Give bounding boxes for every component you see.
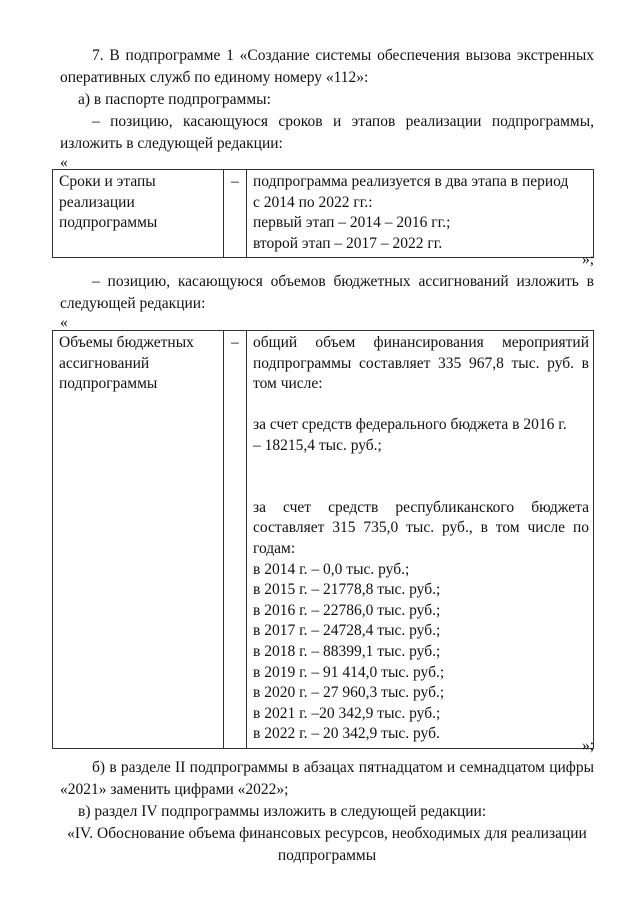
table2-year-line: в 2015 г. – 21778,8 тыс. руб.; [253,581,441,599]
table1-label-line: подпрограммы [59,214,158,232]
table1-value-line: с 2014 по 2022 гг.: [253,193,373,211]
quote-open-1: « [60,154,68,171]
spacer [253,477,589,498]
table-terms-stages [52,169,594,258]
table1-value-line: второй этап – 2017 – 2022 гг. [253,234,443,252]
table1-value-cell [247,170,594,258]
table1-dash-cell: – [224,170,247,258]
table2-value-cell [247,331,594,749]
table2-label-line: подпрограммы [59,375,158,393]
table2-dash-cell: – [224,331,247,749]
item7-line1: 7. В подпрограмме 1 «Создание системы обеспечения вызова экстренных [92,47,594,64]
item-a: а) в паспорте подпрограммы: [78,91,271,108]
spacer [253,395,589,416]
quote-open-2: « [60,314,68,331]
quote-close-1: »; [581,251,594,268]
table2-republic-line: за счет средств республиканского бюджета [253,498,589,516]
item-v: в) раздел IV подпрограммы изложить в следующей редакции: [78,803,487,820]
table2-year-line: в 2016 г. – 22786,0 тыс. руб.; [253,601,441,619]
section-title-line2: подпрограммы [277,847,377,864]
table2-federal-line: за счет средств федерального бюджета в 2016 г. [253,416,567,434]
table2-year-line: в 2022 г. – 20 342,9 тыс. руб. [253,725,440,743]
table2-republic-line: годам: [253,539,296,557]
table2-label-line: Объемы бюджетных [59,334,194,351]
table-row [53,170,594,258]
table2-federal-line: – 18215,4 тыс. руб.; [253,436,382,454]
item-b-line2: «2021» заменить цифрами «2022»; [60,781,289,798]
item7-line2: оперативных служб по единому номеру «112»: [60,69,369,86]
table2-year-line: в 2018 г. – 88399,1 тыс. руб.; [253,642,441,660]
table2-year-line: в 2014 г. – 0,0 тыс. руб.; [253,560,410,578]
table1-label-line: реализации [59,193,135,211]
table1-value-line: первый этап – 2014 – 2016 гг.; [253,214,451,232]
table2-total-line: общий объем финансирования мероприятий [253,334,589,351]
table1-label-line: Сроки и этапы [59,173,156,190]
table2-label-cell [53,331,224,749]
table-budget-allocations [52,330,594,749]
table-row [53,331,594,749]
position2-line1: – позицию, касающуюся объемов бюджетных ассигнований изложить в [92,273,594,290]
quote-close-2: »; [581,737,594,754]
table2-label-line: ассигнований [59,354,150,372]
table2-total-line: том числе: [253,375,323,393]
table2-year-line: в 2021 г. –20 342,9 тыс. руб.; [253,704,441,722]
position2-line2: следующей редакции: [60,295,206,312]
position1-line2: изложить в следующей редакции: [60,135,283,152]
position1-line1: – позицию, касающуюся сроков и этапов реализации подпрограммы, [92,113,594,130]
section-title-line1: «IV. Обоснование объема финансовых ресурсов, необходимых для реализации [67,825,587,842]
item-b-line1: б) в разделе II подпрограммы в абзацах пятнадцатом и семнадцатом цифры [92,759,594,776]
spacer [253,457,589,478]
table2-year-line: в 2017 г. – 24728,4 тыс. руб.; [253,622,441,640]
table2-republic-line: составляет 315 735,0 тыс. руб., в том числе по [253,519,589,537]
table2-year-line: в 2019 г. – 91 414,0 тыс. руб.; [253,663,445,681]
table1-value-line: подпрограмма реализуется в два этапа в период [253,173,569,190]
table2-year-line: в 2020 г. – 27 960,3 тыс. руб.; [253,684,445,702]
table2-total-line: подпрограммы составляет 335 967,8 тыс. руб. в [253,354,589,372]
table1-label-cell [53,170,224,258]
